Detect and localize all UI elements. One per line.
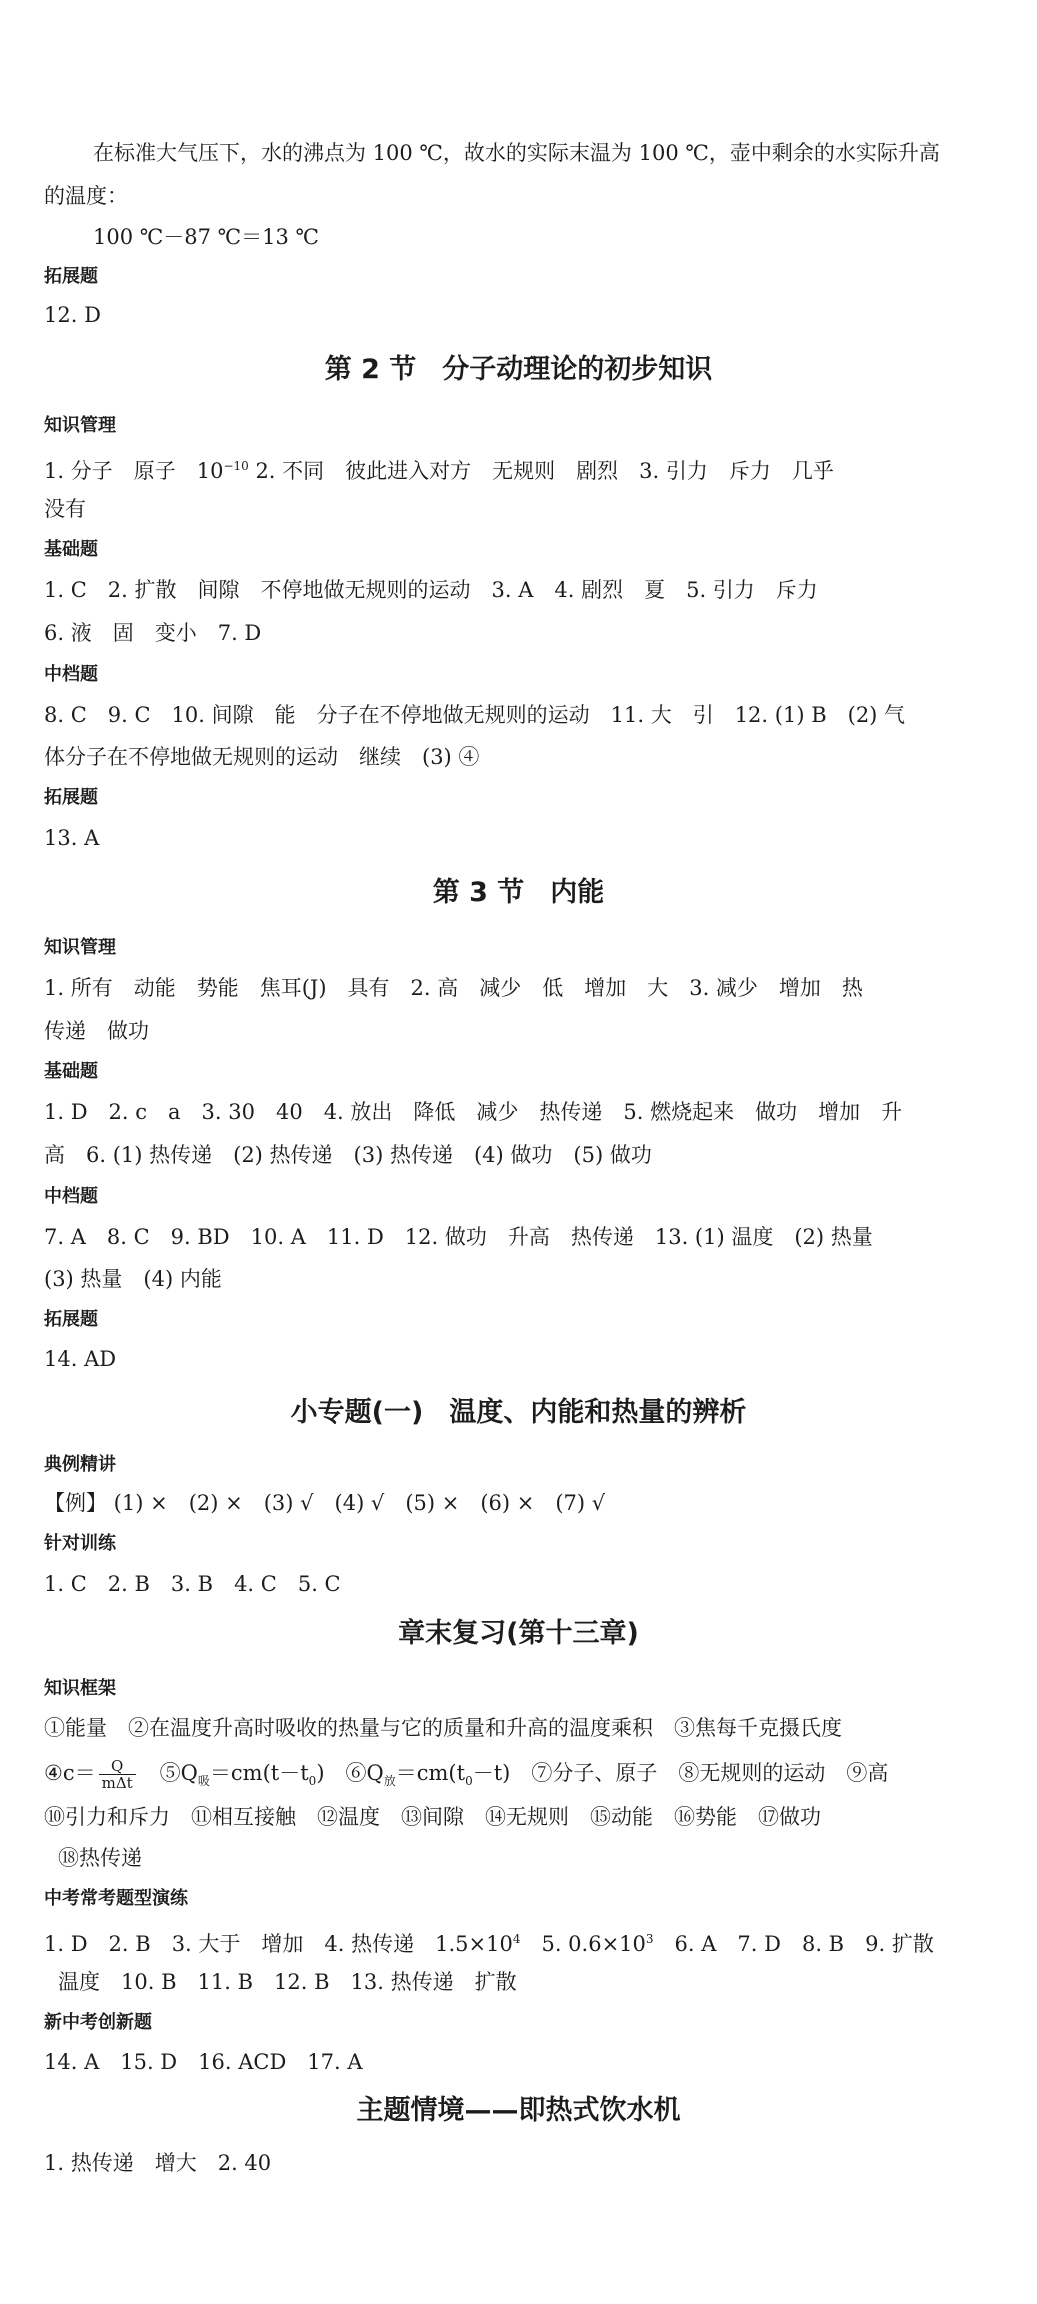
topic1-name: 温度、内能和热量的辨析: [449, 1397, 747, 1428]
t1-practice-line: 1. C 2. B 3. B 4. C 5. C: [44, 1572, 341, 1596]
exam-exponent1: 4: [512, 1932, 521, 1946]
extension-label: 拓展题: [44, 266, 98, 287]
t1-example-label: 典例精讲: [44, 1454, 116, 1475]
fraction-denominator: mΔt: [101, 1774, 133, 1792]
review-framework-line2: [44, 1758, 888, 1796]
s3-ext-label: 拓展题: [44, 1309, 98, 1330]
s2-knowledge-part-b: 2. 不同 彼此进入对方 无规则 剧烈 3. 引力 斥力 几乎: [248, 459, 834, 483]
section2-number: 第 2 节: [324, 354, 417, 385]
s3-knowledge-line1: 1. 所有 动能 势能 焦耳(J) 具有 2. 高 减少 低 增加 大 3. 减少 增加 热: [44, 976, 863, 1000]
section3-title: [0, 875, 1037, 911]
s2-mid-line2: 体分子在不停地做无规则的运动 继续 (3) ④: [44, 745, 480, 769]
t1-example-line: 【例】 (1) × (2) × (3) √ (4) √ (5) × (6) × (7) √: [44, 1491, 606, 1515]
s3-mid-line1: 7. A 8. C 9. BD 10. A 11. D 12. 做功 升高 热传递 13. (1) 温度 (2) 热量: [44, 1225, 873, 1249]
exam-part-a: 1. D 2. B 3. 大于 增加 4. 热传递 1.5×10: [44, 1932, 513, 1956]
review-framework-line4: ⑱热传递: [58, 1846, 142, 1870]
section2-title: [0, 352, 1037, 388]
exam-exponent2: 3: [645, 1932, 654, 1946]
s3-basic-line2: 高 6. (1) 热传递 (2) 热传递 (3) 热传递 (4) 做功 (5) 做功: [44, 1143, 652, 1167]
s2-mid-line1: 8. C 9. C 10. 间隙 能 分子在不停地做无规则的运动 11. 大 引 12. (1) B (2) 气: [44, 703, 906, 727]
topic1-number: 小专题(一): [290, 1397, 424, 1428]
theme-answer-line: 1. 热传递 增大 2. 40: [44, 2151, 272, 2175]
formula-released-prefix: ⑥Q: [324, 1761, 384, 1785]
t1-practice-label: 针对训练: [44, 1533, 116, 1554]
exam-part-b: 5. 0.6×10: [520, 1932, 646, 1956]
s2-basic-line2: 6. 液 固 变小 7. D: [44, 621, 262, 645]
s3-ext-answer: 14. AD: [44, 1347, 117, 1371]
formula-absorbed-end: ): [316, 1761, 325, 1785]
s2-ext-answer: 13. A: [44, 826, 100, 850]
formula-absorbed-rest: ＝cm(t－t: [209, 1761, 309, 1785]
formula-specific-heat-prefix: ④c＝: [44, 1761, 96, 1785]
formula-absorbed-sub0: 0: [308, 1774, 317, 1789]
s2-knowledge-line2: 没有: [44, 497, 86, 521]
review-exam-line2: 温度 10. B 11. B 12. B 13. 热传递 扩散: [58, 1970, 517, 1994]
heat-calculation: 100 ℃－87 ℃＝13 ℃: [93, 225, 320, 249]
s3-mid-label: 中档题: [44, 1186, 98, 1207]
formula-released-end: －t): [472, 1761, 511, 1785]
review-title: 章末复习(第十三章): [398, 1618, 639, 1649]
s3-basic-label: 基础题: [44, 1061, 98, 1082]
formula-released-sub: 放: [383, 1774, 396, 1789]
s2-knowledge-exponent: −10: [223, 459, 249, 473]
s2-knowledge-label: 知识管理: [44, 415, 116, 436]
section3-name: 内能: [550, 877, 605, 908]
s3-mid-line2: (3) 热量 (4) 内能: [44, 1267, 222, 1291]
section2-name: 分子动理论的初步知识: [442, 354, 713, 385]
review-exam-label: 中考常考题型演练: [44, 1888, 188, 1909]
formula-absorbed-prefix: ⑤Q: [138, 1761, 198, 1785]
s2-knowledge-line1: [44, 451, 834, 486]
review-framework-line2-rest: ⑦分子、原子 ⑧无规则的运动 ⑨高: [510, 1761, 889, 1785]
exam-part-c: 6. A 7. D 8. B 9. 扩散: [653, 1932, 934, 1956]
s3-knowledge-line2: 传递 做功: [44, 1019, 149, 1043]
s2-basic-label: 基础题: [44, 539, 98, 560]
specific-heat-fraction: [99, 1758, 136, 1791]
s2-mid-label: 中档题: [44, 664, 98, 685]
review-framework-label: 知识框架: [44, 1678, 116, 1699]
s2-ext-label: 拓展题: [44, 787, 98, 808]
review-framework-line1: ①能量 ②在温度升高时吸收的热量与它的质量和升高的温度乘积 ③焦每千克摄氏度: [44, 1716, 842, 1740]
extension-answer: 12. D: [44, 303, 101, 327]
s3-knowledge-label: 知识管理: [44, 937, 116, 958]
heat-explanation-line1: 在标准大气压下，水的沸点为 100 ℃，故水的实际末温为 100 ℃，壶中剩余的水实际升高: [93, 141, 940, 165]
s2-basic-line1: 1. C 2. 扩散 间隙 不停地做无规则的运动 3. A 4. 剧烈 夏 5. 引力 斥力: [44, 578, 818, 602]
s3-basic-line1: 1. D 2. c a 3. 30 40 4. 放出 降低 减少 热传递 5. 燃烧起来 做功 增加 升: [44, 1100, 903, 1124]
heat-explanation-line2: 的温度：: [44, 184, 128, 208]
formula-released-sub0: 0: [465, 1774, 473, 1789]
review-new-line: 14. A 15. D 16. ACD 17. A: [44, 2050, 363, 2074]
fraction-numerator: Q: [99, 1758, 136, 1775]
review-new-label: 新中考创新题: [44, 2012, 152, 2033]
review-framework-line3: ⑩引力和斥力 ⑪相互接触 ⑫温度 ⑬间隙 ⑭无规则 ⑮动能 ⑯势能 ⑰做功: [44, 1805, 821, 1829]
formula-absorbed-sub: 吸: [197, 1774, 210, 1789]
theme-title: 主题情境——即热式饮水机: [356, 2095, 681, 2126]
formula-released-rest: ＝cm(t: [395, 1761, 466, 1785]
topic1-title: [0, 1395, 1037, 1431]
s2-knowledge-part-a: 1. 分子 原子 10: [44, 459, 224, 483]
review-exam-line1: [44, 1924, 934, 1959]
section3-number: 第 3 节: [432, 877, 525, 908]
